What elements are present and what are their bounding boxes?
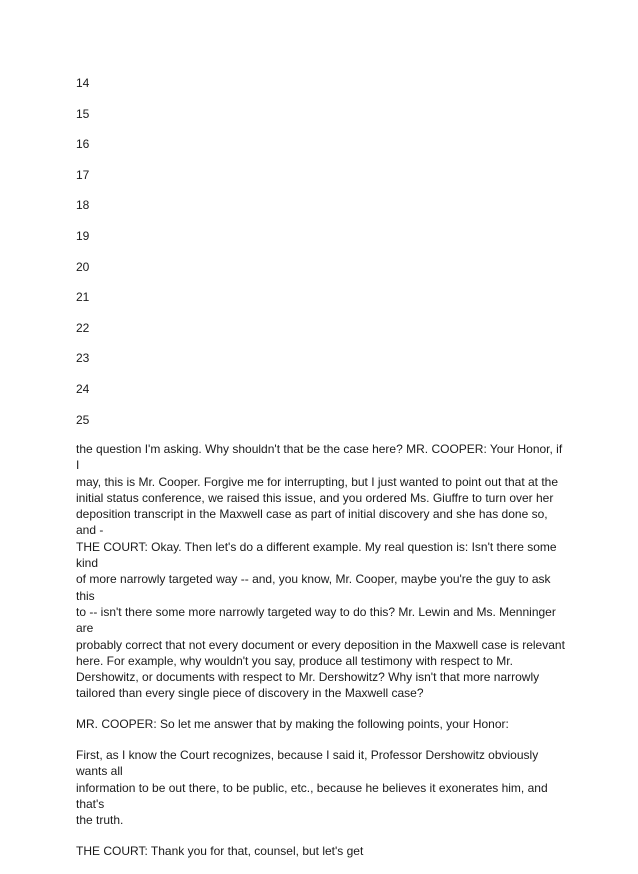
transcript-paragraph: First, as I know the Court recognizes, because I said it, Professor Dershowitz obviously wants all information to be out there, to be public, etc., because he believes it exonerates him, and that's the truth. [76, 748, 548, 828]
line-number: 24 [76, 381, 90, 396]
transcript-paragraph: THE COURT: Thank you for that, counsel, but let's get [76, 844, 364, 859]
line-number: 22 [76, 320, 90, 335]
line-number: 19 [76, 228, 90, 243]
line-number-column [76, 76, 89, 443]
transcript-paragraph: the question I'm asking. Why shouldn't that be the case here? MR. COOPER: Your Honor, if I may, this is Mr. Cooper. Forgive me for interrupting, but I just wanted to point out that at the initial status conference, we raised this issue, and you ordered Ms. Giuffre to turn over her deposition transcript in the Maxwell case as part of initial discovery and she has done so, and - THE COURT: Okay. Then let's do a different example. My real question is: Isn't there some kind of more narrowly targeted way -- and, you know, Mr. Cooper, maybe you're the guy to ask this to -- isn't there some more narrowly targeted way to do this? Mr. Lewin and Ms. Menninger are probably correct that not every document or every deposition in the Maxwell case is relevant here. For example, why wouldn't you say, produce all testimony with respect to Mr. Dershowitz, or documents with respect to Mr. Dershowitz? Why isn't that more narrowly tailored than every single piece of discovery in the Maxwell case? [76, 442, 565, 701]
line-number: 25 [76, 412, 90, 427]
transcript-paragraph: MR. COOPER: So let me answer that by making the following points, your Honor: [76, 717, 509, 732]
line-number: 15 [76, 106, 90, 121]
transcript-body [76, 441, 566, 874]
line-number: 23 [76, 351, 90, 366]
line-number: 16 [76, 137, 90, 152]
line-number: 21 [76, 290, 90, 305]
line-number: 17 [76, 167, 90, 182]
line-number: 18 [76, 198, 90, 213]
line-number: 14 [76, 76, 90, 90]
line-number: 20 [76, 259, 90, 274]
